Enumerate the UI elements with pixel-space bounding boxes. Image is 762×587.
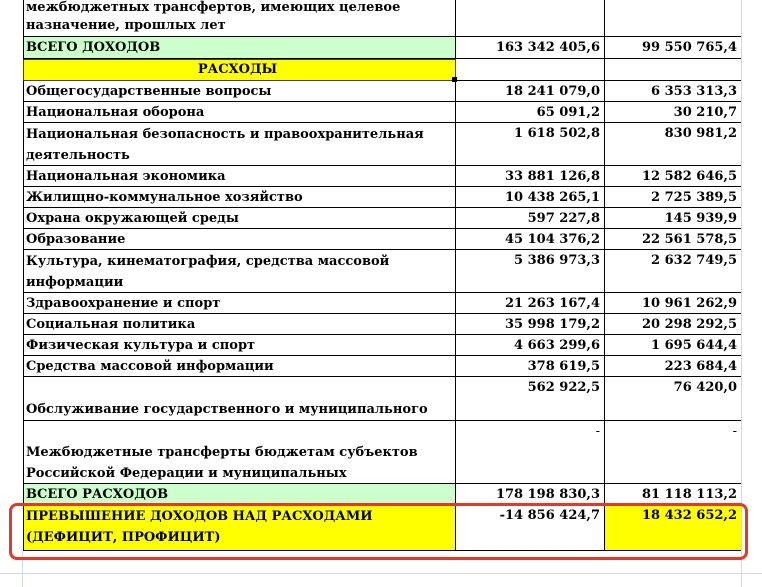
table-row[interactable] — [0, 421, 762, 484]
row-value-2: 223 684,4 — [664, 359, 737, 374]
row-value-1: 10 438 265,1 — [505, 190, 600, 205]
row-value-1: 21 263 167,4 — [505, 296, 600, 311]
row-value-1: 597 227,8 — [527, 211, 600, 226]
row-border — [23, 101, 741, 102]
row-label: Здравоохранение и спорт — [26, 296, 221, 311]
row-value-2: 10 961 262,9 — [642, 296, 737, 311]
row-label: Средства массовой информации — [26, 359, 274, 374]
row-border — [23, 36, 741, 37]
total-income-value-2: 99 550 765,4 — [642, 40, 737, 55]
table-row[interactable] — [0, 314, 762, 335]
row-border — [23, 228, 741, 229]
row-value-1: 378 619,5 — [527, 359, 600, 374]
row-border — [23, 165, 741, 166]
table-row[interactable] — [0, 123, 762, 166]
row-label: Жилищно-коммунальное хозяйство — [26, 190, 303, 205]
surplus-value-2: 18 432 652,2 — [604, 505, 741, 551]
surplus-value-1: -14 856 424,7 — [499, 508, 600, 523]
row-value-2: 20 298 292,5 — [642, 317, 737, 332]
table-row[interactable] — [0, 250, 762, 293]
row-value-2: 1 695 644,4 — [651, 338, 737, 353]
fill-handle[interactable] — [452, 77, 457, 82]
row-label-line1: межбюджетных трансфертов, имеющих целевое — [26, 0, 401, 15]
table-row[interactable] — [0, 102, 762, 123]
row-label: Социальная политика — [26, 317, 196, 332]
row-border — [23, 249, 741, 250]
row-border — [23, 313, 741, 314]
table-row[interactable] — [0, 229, 762, 250]
total-income-value-1: 163 342 405,6 — [495, 40, 600, 55]
table-row[interactable] — [0, 187, 762, 208]
row-value-2: 76 420,0 — [673, 380, 737, 395]
row-value-1: - — [595, 424, 600, 439]
row-value-2: 145 939,9 — [664, 211, 737, 226]
row-value-2: 6 353 313,3 — [651, 84, 737, 99]
active-cell-selection[interactable] — [23, 59, 456, 81]
total-income-row[interactable] — [0, 37, 762, 58]
surplus-label: ПРЕВЫШЕНИЕ ДОХОДОВ НАД РАСХОДАМИ (ДЕФИЦИТ, ПРОФИЦИТ) — [23, 505, 455, 551]
row-label: Национальная безопасность и правоохранительная деятельность — [26, 127, 424, 163]
row-label: Образование — [26, 232, 126, 247]
column-border — [23, 0, 24, 551]
table-row[interactable] — [0, 208, 762, 229]
row-border — [23, 483, 741, 484]
total-expenses-label: ВСЕГО РАСХОДОВ — [23, 484, 455, 505]
row-border — [23, 334, 741, 335]
row-label: Национальная экономика — [26, 169, 226, 184]
row-label: Охрана окружающей среды — [26, 211, 239, 226]
row-border — [23, 376, 741, 377]
table-row[interactable] — [0, 356, 762, 377]
row-value-1: 1 618 502,8 — [514, 126, 600, 141]
row-border — [23, 355, 741, 356]
row-value-1: 18 241 079,0 — [505, 84, 600, 99]
row-value-2: 830 981,2 — [664, 126, 737, 141]
row-label — [23, 0, 455, 37]
row-value-1: 33 881 126,8 — [505, 169, 600, 184]
row-label-line2: назначение, прошлых лет — [26, 18, 226, 33]
row-value-1: 4 663 299,6 — [514, 338, 600, 353]
row-border — [23, 420, 741, 421]
table-row[interactable] — [0, 166, 762, 187]
column-border — [604, 0, 605, 551]
row-value-2: - — [732, 424, 737, 439]
row-label: Национальная оборона — [26, 105, 205, 120]
row-border — [23, 207, 741, 208]
row-border — [23, 122, 741, 123]
row-value-1: 5 386 973,3 — [514, 253, 600, 268]
row-label: Общегосударственные вопросы — [26, 84, 272, 99]
table-row[interactable] — [0, 81, 762, 102]
total-income-label: ВСЕГО ДОХОДОВ — [23, 37, 455, 58]
table-row[interactable] — [0, 377, 762, 421]
highlight-annotation — [9, 503, 748, 560]
table-row[interactable] — [0, 0, 762, 37]
table-row[interactable] — [0, 335, 762, 356]
table-row[interactable] — [0, 293, 762, 314]
row-value-2: 12 582 646,5 — [642, 169, 737, 184]
total-expenses-row[interactable] — [0, 484, 762, 505]
column-border — [455, 0, 456, 551]
row-value-2: 2 725 389,5 — [651, 190, 737, 205]
row-value-2: 2 632 749,5 — [651, 253, 737, 268]
expenses-header: РАСХОДЫ — [23, 59, 455, 81]
row-value-2: 30 210,7 — [673, 105, 737, 120]
sheet-gridline — [741, 0, 742, 587]
row-value-1: 35 998 179,2 — [505, 317, 600, 332]
total-expenses-value-2: 81 118 113,2 — [642, 487, 737, 502]
row-value-1: 45 104 376,2 — [505, 232, 600, 247]
row-label: Межбюджетные трансферты бюджетам субъектов Российской Федерации и муниципальных — [26, 445, 418, 481]
row-value-1: 562 922,5 — [527, 380, 600, 395]
row-border — [23, 292, 741, 293]
row-value-1: 65 091,2 — [536, 105, 600, 120]
row-label: Физическая культура и спорт — [26, 338, 256, 353]
row-value-2: 22 561 578,5 — [642, 232, 737, 247]
sheet-gridline — [0, 573, 762, 574]
row-label: Обслуживание государственного и муниципального — [26, 402, 428, 417]
total-expenses-value-1: 178 198 830,3 — [495, 487, 600, 502]
row-label: Культура, кинематография, средства массовой информации — [26, 254, 390, 290]
row-border — [23, 186, 741, 187]
